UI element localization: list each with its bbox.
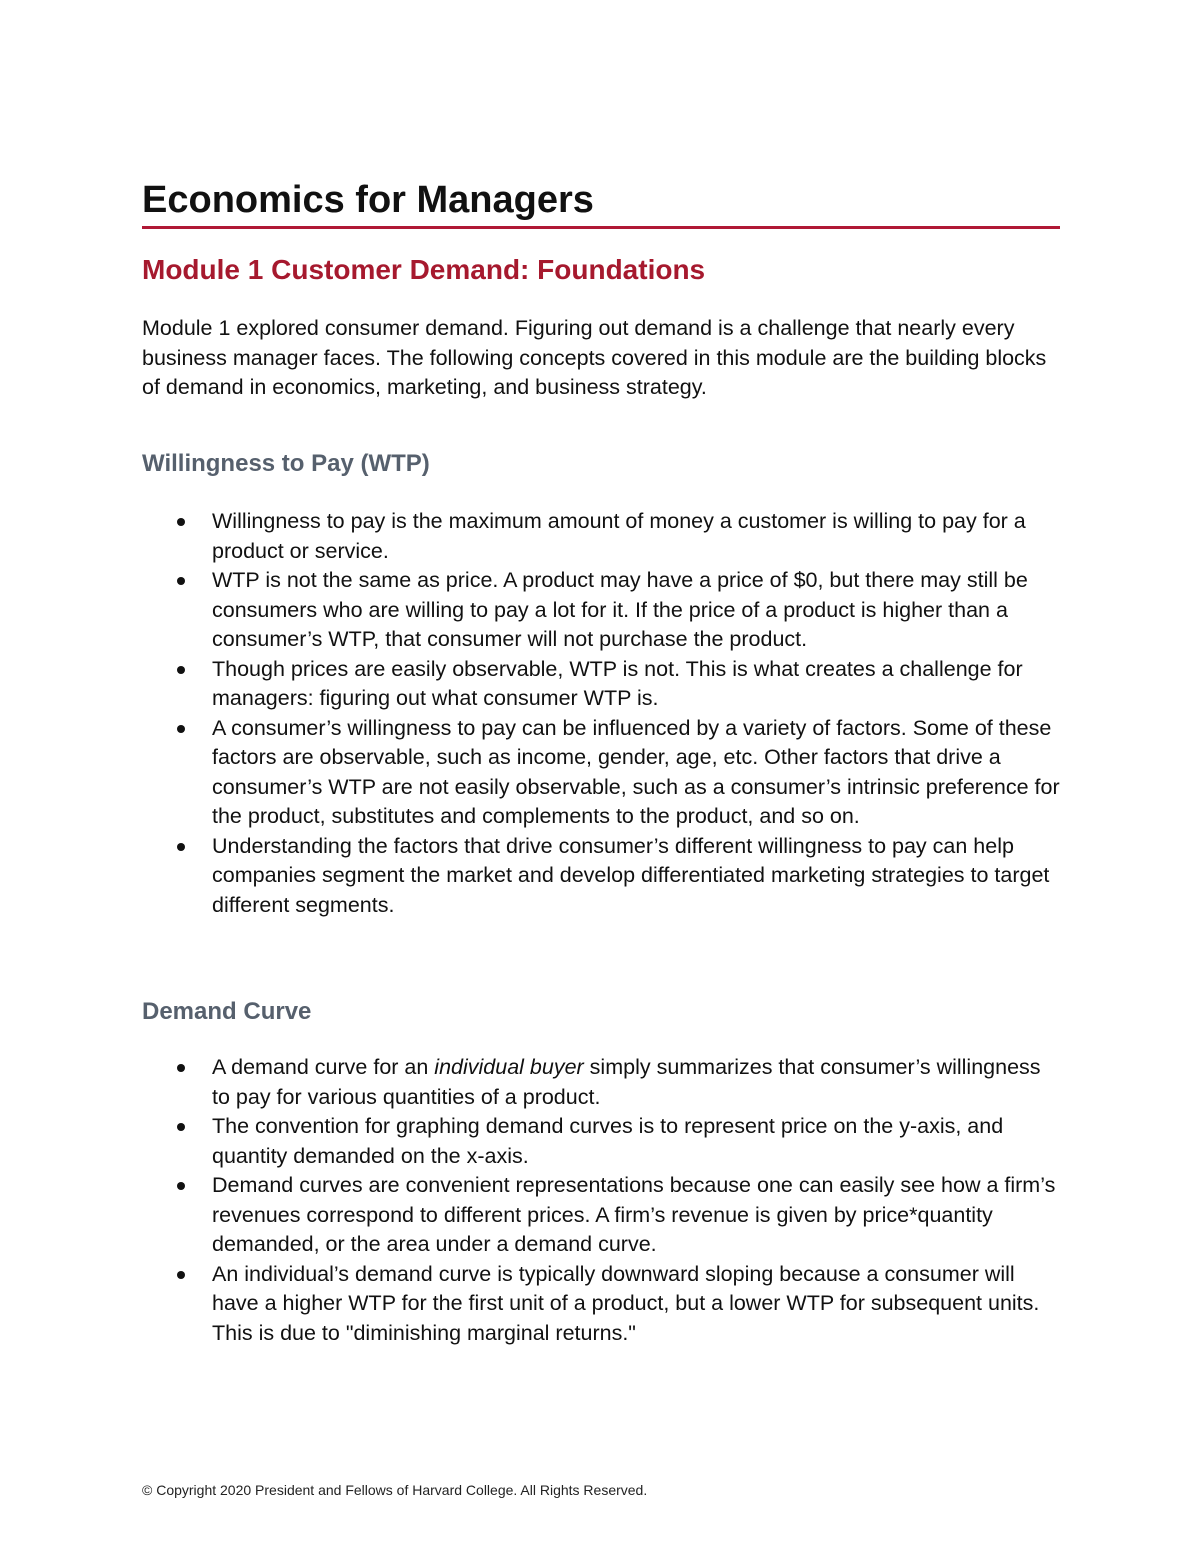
list-item-text-part: simply summarizes that consumer’s willingness to pay for various quantities of a product. (212, 1055, 1041, 1109)
list-item (142, 655, 1062, 714)
document-title: Economics for Managers (142, 179, 594, 221)
list-item-text-part: A demand curve for an (212, 1055, 435, 1079)
list-item (142, 1112, 1062, 1171)
list-item-text: The convention for graphing demand curves is to represent price on the y-axis, and quantity demanded on the x-axis. (212, 1114, 1004, 1168)
list-item-text: WTP is not the same as price. A product may have a price of $0, but there may still be consumers who are willing to pay a lot for it. If the price of a product is higher than a consumer’s WTP, that consumer will not purchase the product. (212, 568, 1028, 651)
copyright-footer: © Copyright 2020 President and Fellows of Harvard College. All Rights Reserved. (142, 1482, 648, 1498)
bullet-icon (177, 843, 185, 851)
list-item-text: Demand curves are convenient representations because one can easily see how a firm’s revenues correspond to different prices. A firm’s revenue is given by price*quantity demanded, or the area under a demand curve. (212, 1173, 1056, 1256)
list-item-text (212, 1055, 1041, 1109)
list-item (142, 1171, 1062, 1260)
list-item (142, 714, 1062, 832)
demand-curve-bullet-list (142, 1053, 1062, 1348)
list-item (142, 1053, 1062, 1112)
bullet-icon (177, 1182, 185, 1190)
bullet-icon (177, 666, 185, 674)
bullet-icon (177, 1064, 185, 1072)
list-item-text: A consumer’s willingness to pay can be influenced by a variety of factors. Some of these factors are observable, such as income, gender, age, etc. Other factors that drive a consumer’s WTP are not easily observable, such as a consumer’s intrinsic preference for the product, substitutes and complements to the product, and so on. (212, 715, 1060, 828)
section-heading-demand-curve: Demand Curve (142, 998, 312, 1025)
list-item (142, 566, 1062, 655)
list-item-text: Though prices are easily observable, WTP is not. This is what creates a challenge for managers: figuring out what consumer WTP is. (212, 656, 1023, 710)
bullet-icon (177, 725, 185, 733)
wtp-bullet-list (142, 507, 1062, 920)
list-item (142, 1260, 1062, 1349)
emphasis-text: individual buyer (434, 1055, 584, 1079)
list-item-text: An individual’s demand curve is typically downward sloping because a consumer will have a higher WTP for the first unit of a product, but a lower WTP for subsequent units. This is due to "diminishing marginal returns." (212, 1261, 1040, 1345)
module-title: Module 1 Customer Demand: Foundations (142, 254, 706, 285)
list-item (142, 832, 1062, 921)
bullet-icon (177, 1271, 185, 1279)
section-heading-wtp: Willingness to Pay (WTP) (142, 450, 430, 477)
list-item (142, 507, 1062, 566)
list-item-text: Understanding the factors that drive consumer’s different willingness to pay can help companies segment the market and develop differentiated marketing strategies to target different segments. (212, 833, 1050, 917)
intro-paragraph: Module 1 explored consumer demand. Figuring out demand is a challenge that nearly every business manager faces. The following concepts covered in this module are the building blocks of demand in economics, marketing, and business strategy. (142, 316, 1047, 399)
bullet-icon (177, 518, 185, 526)
bullet-icon (177, 1123, 185, 1131)
title-divider (142, 226, 1060, 229)
bullet-icon (177, 577, 185, 585)
list-item-text: Willingness to pay is the maximum amount of money a customer is willing to pay for a product or service. (212, 509, 1026, 563)
